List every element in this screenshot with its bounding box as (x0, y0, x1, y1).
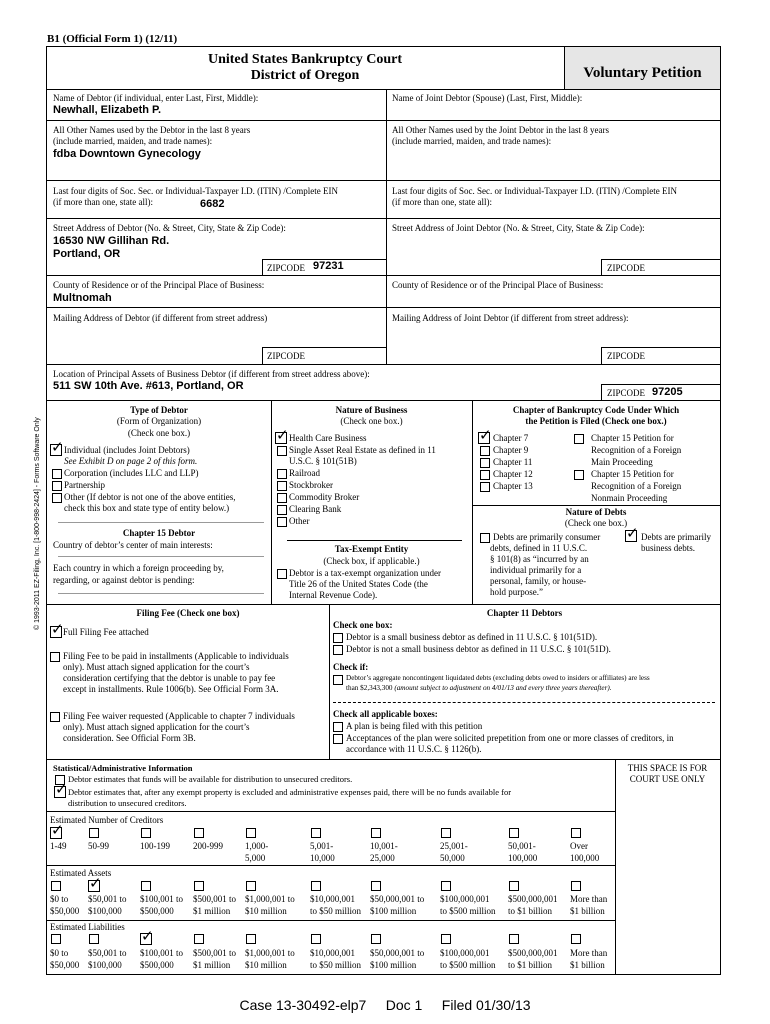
liabilities-checkbox-1[interactable] (89, 934, 99, 944)
debtor-ssn-label: Last four digits of Soc. Sec. or Individual-Taxpayer I.D. (ITIN) /Complete EIN (53, 186, 339, 196)
type-debtor-title: Type of Debtor (130, 405, 188, 415)
business-debts-checkbox[interactable] (625, 530, 637, 542)
aggregate-debts-label: Debtor’s aggregate noncontingent liquidated debts (excluding debts owed to insiders or affiliates) are less (346, 674, 650, 682)
other-entity-label: Other (If debtor is not one of the above entities, (64, 492, 236, 502)
joint-ssn-label: Last four digits of Soc. Sec. or Individual-Taxpayer I.D. (ITIN) /Complete EIN (392, 186, 678, 196)
clearing-bank-label: Clearing Bank (289, 504, 342, 514)
liabilities-option-4-line2: $10 million (245, 960, 287, 970)
no-funds-label: Debtor estimates that, after any exempt property is excluded and administrative expenses paid, there will be no funds available for (68, 787, 512, 797)
nature-debts-check: (Check one box.) (564, 518, 628, 528)
tax-exempt-label2: Title 26 of the United States Code (the (289, 579, 428, 589)
liabilities-option-1-line1: $50,001 to (88, 948, 127, 958)
chapter12-label: Chapter 12 (493, 469, 533, 479)
railroad-label: Railroad (289, 468, 320, 478)
liabilities-option-2-line1: $100,001 to (140, 948, 184, 958)
consumer-debts-label4: individual primarily for a (490, 565, 582, 575)
tax-exempt-label: Debtor is a tax-exempt organization under (289, 568, 442, 578)
fee-waiver-checkbox[interactable] (50, 712, 60, 722)
chapter15-main-label: Chapter 15 Petition for (591, 433, 674, 443)
filing-fee-title-text: Filing Fee (Check one box) (136, 608, 240, 618)
liabilities-option-9-line1: More than (570, 948, 608, 958)
liabilities-option-8-line2: to $1 billion (508, 960, 553, 970)
liabilities-option-7-line1: $100,000,001 (440, 948, 490, 958)
creditors-checkbox-8[interactable] (509, 828, 519, 838)
commodity-broker-checkbox[interactable] (277, 493, 287, 503)
corporation-label: Corporation (includes LLC and LLP) (64, 468, 199, 478)
ch15-title: Chapter 15 Debtor (122, 528, 196, 538)
creditors-option-9-line2: 100,000 (570, 853, 600, 863)
chapter7-label: Chapter 7 (493, 433, 529, 443)
liabilities-option-5-line2: to $50 million (310, 960, 362, 970)
acceptances-checkbox[interactable] (333, 734, 343, 744)
installments-label3: consideration certifying that the debtor is unable to pay fee (63, 673, 276, 683)
assets-option-3-line2: $1 million (193, 906, 231, 916)
assets-option-0-line1: $0 to (50, 894, 69, 904)
plan-filed-checkbox[interactable] (333, 722, 343, 732)
debtor-name[interactable]: Newhall, Elizabeth P. (53, 104, 161, 116)
chapter9-checkbox[interactable] (480, 446, 490, 456)
location-label: Location of Principal Assets of Business Debtor (if different from street address above): (53, 369, 370, 379)
chapter15-main-label2: Recognition of a Foreign (591, 445, 682, 455)
single-asset-label2: U.S.C. § 101(51B) (289, 456, 357, 466)
aggregate-note: (amount subject to adjustment on 4/01/13 and every three years thereafter). (394, 684, 612, 692)
location-value[interactable]: 511 SW 10th Ave. #613, Portland, OR (53, 380, 244, 392)
assets-option-9-line1: More than (570, 894, 608, 904)
partnership-checkbox[interactable] (52, 481, 62, 491)
liabilities-checkbox-2[interactable] (140, 933, 152, 945)
assets-checkbox-7[interactable] (441, 881, 451, 891)
assets-option-7-line1: $100,000,001 (440, 894, 490, 904)
court-district: District of Oregon (250, 68, 360, 83)
aggregate-debts-checkbox[interactable] (333, 675, 343, 685)
acceptances-label: Acceptances of the plan were solicited prepetition from one or more classes of creditors, in (346, 733, 674, 743)
creditors-option-8-line2: 100,000 (508, 853, 538, 863)
joint-name-label: Name of Joint Debtor (Spouse) (Last, First, Middle): (392, 93, 583, 103)
liabilities-option-6-line1: $50,000,001 to (370, 948, 425, 958)
full-fee-checkbox[interactable] (50, 626, 62, 638)
health-care-label: Health Care Business (289, 433, 367, 443)
chapter7-checkbox[interactable] (478, 432, 490, 444)
joint-zip-label: ZIPCODE (607, 263, 645, 273)
stockbroker-label: Stockbroker (289, 480, 333, 490)
ch11-check-if: Check if: (333, 662, 369, 672)
creditors-option-7-line1: 25,001- (440, 841, 468, 851)
liabilities-option-3-line1: $500,001 to (193, 948, 237, 958)
liabilities-option-6-line2: $100 million (370, 960, 417, 970)
creditors-checkbox-3[interactable] (194, 828, 204, 838)
assets-checkbox-3[interactable] (194, 881, 204, 891)
creditors-checkbox-2[interactable] (141, 828, 151, 838)
joint-other-names-label2: (include married, maiden, and trade names): (392, 136, 552, 146)
joint-other-names-label: All Other Names used by the Joint Debtor in the last 8 years (392, 125, 609, 135)
creditors-option-5-line1: 5,001- (310, 841, 334, 851)
installments-label2: only). Must attach signed application for the court’s (63, 662, 250, 672)
tax-exempt-label3: Internal Revenue Code). (289, 590, 378, 600)
location-zip[interactable]: 97205 (652, 386, 683, 398)
court-name: United States Bankruptcy Court (207, 52, 403, 67)
assets-option-6-line2: $100 million (370, 906, 417, 916)
single-asset-checkbox[interactable] (277, 446, 287, 456)
creditors-option-6-line1: 10,001- (370, 841, 398, 851)
assets-option-4-line1: $1,000,001 to (245, 894, 295, 904)
clearing-bank-checkbox[interactable] (277, 505, 287, 515)
creditors-label: Estimated Number of Creditors (50, 815, 164, 825)
assets-option-8-line2: to $1 billion (508, 906, 553, 916)
assets-checkbox-1[interactable] (88, 880, 100, 892)
liabilities-option-9-line2: $1 billion (570, 960, 605, 970)
other-business-checkbox[interactable] (277, 517, 287, 527)
corporation-checkbox[interactable] (52, 469, 62, 479)
assets-checkbox-0[interactable] (51, 881, 61, 891)
debtor-county[interactable]: Multnomah (53, 292, 112, 304)
liabilities-option-4-line1: $1,000,001 to (245, 948, 295, 958)
debtor-mailing-label: Mailing Address of Debtor (if different from street address) (53, 313, 268, 323)
form-id: B1 (Official Form 1) (12/11) (47, 33, 178, 45)
creditors-checkbox-1[interactable] (89, 828, 99, 838)
liabilities-option-5-line1: $10,000,001 (310, 948, 355, 958)
debtor-mailing-zip-label: ZIPCODE (267, 351, 305, 361)
other-entity-label2: check this box and state type of entity below.) (64, 503, 230, 513)
joint-street-label: Street Address of Joint Debtor (No. & Street, City, State & Zip Code): (392, 223, 645, 233)
assets-option-7-line2: to $500 million (440, 906, 496, 916)
ch11-check-all: Check all applicable boxes: (333, 709, 438, 719)
creditors-checkbox-6[interactable] (371, 828, 381, 838)
creditors-option-4-line1: 1,000- (245, 841, 269, 851)
liabilities-checkbox-6[interactable] (371, 934, 381, 944)
creditors-option-8-line1: 50,001- (508, 841, 536, 851)
creditors-checkbox-7[interactable] (441, 828, 451, 838)
joint-county-label: County of Residence or of the Principal Place of Business: (392, 280, 604, 290)
assets-option-3-line1: $500,001 to (193, 894, 237, 904)
ch11-title: Chapter 11 Debtors (486, 608, 563, 618)
assets-option-5-line2: to $50 million (310, 906, 362, 916)
nature-debts-title: Nature of Debts (565, 507, 627, 517)
assets-option-6-line1: $50,000,001 to (370, 894, 425, 904)
tax-exempt-title: Tax-Exempt Entity (334, 544, 409, 554)
debtor-county-label: County of Residence or of the Principal Place of Business: (53, 280, 265, 290)
liabilities-checkbox-7[interactable] (441, 934, 451, 944)
chapter12-checkbox[interactable] (480, 470, 490, 480)
health-care-checkbox[interactable] (275, 432, 287, 444)
tax-exempt-sub: (Check box, if applicable.) (323, 556, 420, 566)
assets-option-2-line1: $100,001 to (140, 894, 184, 904)
consumer-debts-label5: personal, family, or house- (490, 576, 587, 586)
assets-option-1-line1: $50,001 to (88, 894, 127, 904)
other-entity-checkbox[interactable] (52, 493, 62, 503)
debtor-zip[interactable]: 97231 (313, 260, 344, 272)
petition-type: Voluntary Petition (583, 65, 702, 81)
creditors-option-3-line1: 200-999 (193, 841, 223, 851)
debtor-other-names-label: All Other Names used by the Debtor in the last 8 years (53, 125, 251, 135)
chapter11-checkbox[interactable] (480, 458, 490, 468)
stat-title: Statistical/Administrative Information (53, 763, 193, 773)
liabilities-option-3-line2: $1 million (193, 960, 231, 970)
assets-checkbox-6[interactable] (371, 881, 381, 891)
liabilities-option-2-line2: $500,000 (140, 960, 174, 970)
fee-waiver-label3: consideration. See Official Form 3B. (63, 733, 196, 743)
plan-filed-label: A plan is being filed with this petition (346, 721, 483, 731)
debtor-zip-label: ZIPCODE (267, 263, 305, 273)
railroad-checkbox[interactable] (277, 469, 287, 479)
liabilities-option-0-line2: $50,000 (50, 960, 80, 970)
aggregate-debts-label2 (346, 684, 612, 693)
assets-checkbox-8[interactable] (509, 881, 519, 891)
assets-option-4-line2: $10 million (245, 906, 287, 916)
assets-option-9-line2: $1 billion (570, 906, 605, 916)
case-footer: Case 13-30492-elp7 Doc 1 Filed 01/30/13 (239, 997, 531, 1013)
creditors-option-1-line1: 50-99 (88, 841, 109, 851)
assets-option-1-line2: $100,000 (88, 906, 122, 916)
debtor-street-label: Street Address of Debtor (No. & Street, City, State & Zip Code): (53, 223, 286, 233)
stockbroker-checkbox[interactable] (277, 481, 287, 491)
nature-business-check: (Check one box.) (340, 416, 403, 426)
commodity-broker-label: Commodity Broker (289, 492, 360, 502)
chapter13-checkbox[interactable] (480, 482, 490, 492)
ch15-foreign-label2: regarding, or against debtor is pending: (53, 575, 195, 585)
consumer-debts-label3: § 101(8) as “incurred by an (490, 554, 589, 564)
creditors-option-4-line2: 5,000 (245, 853, 266, 863)
ch15-foreign-label: Each country in which a foreign proceeding by, (53, 563, 224, 573)
fee-waiver-label2: only). Must attach signed application for the court’s (63, 722, 250, 732)
liabilities-checkbox-5[interactable] (311, 934, 321, 944)
aggregate-amount: than $2,343,300 (346, 684, 393, 692)
assets-option-5-line1: $10,000,001 (310, 894, 355, 904)
liabilities-option-8-line1: $500,000,001 (508, 948, 558, 958)
creditors-checkbox-0[interactable] (50, 827, 62, 839)
debtor-ssn[interactable]: 6682 (200, 198, 225, 210)
consumer-debts-label6: hold purpose.” (490, 587, 543, 597)
creditors-option-6-line2: 25,000 (370, 853, 395, 863)
debtor-street2[interactable]: Portland, OR (53, 248, 121, 260)
debtor-other-names-label2: (include married, maiden, and trade names): (53, 136, 213, 146)
court-use-line1: THIS SPACE IS FOR (627, 763, 708, 773)
chapter13-label: Chapter 13 (493, 481, 533, 491)
individual-label: Individual (includes Joint Debtors) (64, 445, 190, 455)
chapter15-nonmain-label2: Recognition of a Foreign (591, 481, 682, 491)
assets-option-8-line1: $500,000,001 (508, 894, 558, 904)
creditors-option-5-line2: 10,000 (310, 853, 335, 863)
liabilities-label: Estimated Liabilities (50, 922, 125, 932)
liabilities-checkbox-9[interactable] (571, 934, 581, 944)
no-funds-checkbox[interactable] (54, 786, 66, 798)
partnership-label: Partnership (64, 480, 105, 490)
joint-mailing-zip-label: ZIPCODE (607, 351, 645, 361)
creditors-option-7-line2: 50,000 (440, 853, 465, 863)
court-use-line2: COURT USE ONLY (629, 774, 706, 784)
no-funds-label2: distribution to unsecured creditors. (68, 798, 187, 808)
assets-checkbox-5[interactable] (311, 881, 321, 891)
liabilities-option-0-line1: $0 to (50, 948, 69, 958)
debtor-name-label: Name of Debtor (if individual, enter Last, First, Middle): (53, 93, 259, 103)
tax-exempt-checkbox[interactable] (277, 569, 287, 579)
chapter15-nonmain-label: Chapter 15 Petition for (591, 469, 674, 479)
chapter15-nonmain-checkbox[interactable] (574, 470, 584, 480)
chapter-title2: the Petition is Filed (Check one box.) (525, 416, 667, 426)
creditors-checkbox-5[interactable] (311, 828, 321, 838)
consumer-debts-label2: debts, defined in 11 U.S.C. (490, 543, 588, 553)
software-note: © 1993-2011 EZ-Filing, Inc. [1-800-998-2424] - Forms Software Only (34, 417, 41, 630)
ch11-check-one: Check one box: (333, 620, 393, 630)
joint-mailing-label: Mailing Address of Joint Debtor (if different from street address): (392, 313, 629, 323)
liabilities-checkbox-3[interactable] (194, 934, 204, 944)
assets-option-2-line2: $500,000 (140, 906, 174, 916)
fee-waiver-label: Filing Fee waiver requested (Applicable to chapter 7 individuals (63, 711, 295, 721)
chapter9-label: Chapter 9 (493, 445, 529, 455)
assets-checkbox-4[interactable] (246, 881, 256, 891)
other-business-label: Other (289, 516, 310, 526)
joint-ssn-label2: (if more than one, state all): (392, 197, 492, 207)
debtor-other-names[interactable]: fdba Downtown Gynecology (53, 148, 201, 160)
liabilities-option-1-line2: $100,000 (88, 960, 122, 970)
small-business-label: Debtor is a small business debtor as defined in 11 U.S.C. § 101(51D). (346, 632, 598, 642)
chapter15-main-label3: Main Proceeding (591, 457, 653, 467)
single-asset-label: Single Asset Real Estate as defined in 11 (289, 445, 436, 455)
liabilities-option-7-line2: to $500 million (440, 960, 496, 970)
funds-available-label: Debtor estimates that funds will be available for distribution to unsecured creditors. (68, 774, 353, 784)
ch15-country-label: Country of debtor’s center of main interests: (53, 540, 213, 550)
creditors-option-9-line1: Over (570, 841, 588, 851)
assets-option-0-line2: $50,000 (50, 906, 80, 916)
installments-checkbox[interactable] (50, 652, 60, 662)
creditors-checkbox-9[interactable] (571, 828, 581, 838)
chapter15-nonmain-label3: Nonmain Proceeding (591, 493, 668, 503)
location-zip-label: ZIPCODE (607, 388, 645, 398)
liabilities-checkbox-8[interactable] (509, 934, 519, 944)
installments-label: Filing Fee to be paid in installments (Applicable to individuals (63, 651, 289, 661)
acceptances-label2: accordance with 11 U.S.C. § 1126(b). (346, 744, 482, 754)
filing-fee-title (47, 608, 329, 619)
debtor-street1[interactable]: 16530 NW Gillihan Rd. (53, 235, 170, 247)
installments-label4: except in installments. Rule 1006(b). See Official Form 3A. (63, 684, 279, 694)
full-fee-label: Full Filing Fee attached (63, 627, 149, 637)
assets-label: Estimated Assets (50, 868, 112, 878)
consumer-debts-label: Debts are primarily consumer (493, 532, 601, 542)
nature-business-title: Nature of Business (335, 405, 408, 415)
not-small-business-checkbox[interactable] (333, 645, 343, 655)
assets-checkbox-2[interactable] (141, 881, 151, 891)
business-debts-label2: business debts. (641, 543, 695, 553)
chapter11-label: Chapter 11 (493, 457, 533, 467)
liabilities-checkbox-0[interactable] (51, 934, 61, 944)
exhibit-d-note: See Exhibit D on page 2 of this form. (64, 456, 198, 466)
chapter15-main-checkbox[interactable] (574, 434, 584, 444)
not-small-business-label: Debtor is not a small business debtor as defined in 11 U.S.C. § 101(51D). (346, 644, 611, 654)
individual-checkbox[interactable] (50, 444, 62, 456)
liabilities-checkbox-4[interactable] (246, 934, 256, 944)
type-debtor-check: (Check one box.) (127, 428, 191, 438)
creditors-option-0-line1: 1-49 (50, 841, 67, 851)
business-debts-label: Debts are primarily (641, 532, 711, 542)
consumer-debts-checkbox[interactable] (480, 533, 490, 543)
debtor-ssn-label2: (if more than one, state all): (53, 197, 153, 207)
creditors-checkbox-4[interactable] (246, 828, 256, 838)
assets-checkbox-9[interactable] (571, 881, 581, 891)
creditors-option-2-line1: 100-199 (140, 841, 170, 851)
chapter-title: Chapter of Bankruptcy Code Under Which (512, 405, 680, 415)
type-debtor-sub: (Form of Organization) (116, 416, 202, 426)
small-business-checkbox[interactable] (333, 633, 343, 643)
